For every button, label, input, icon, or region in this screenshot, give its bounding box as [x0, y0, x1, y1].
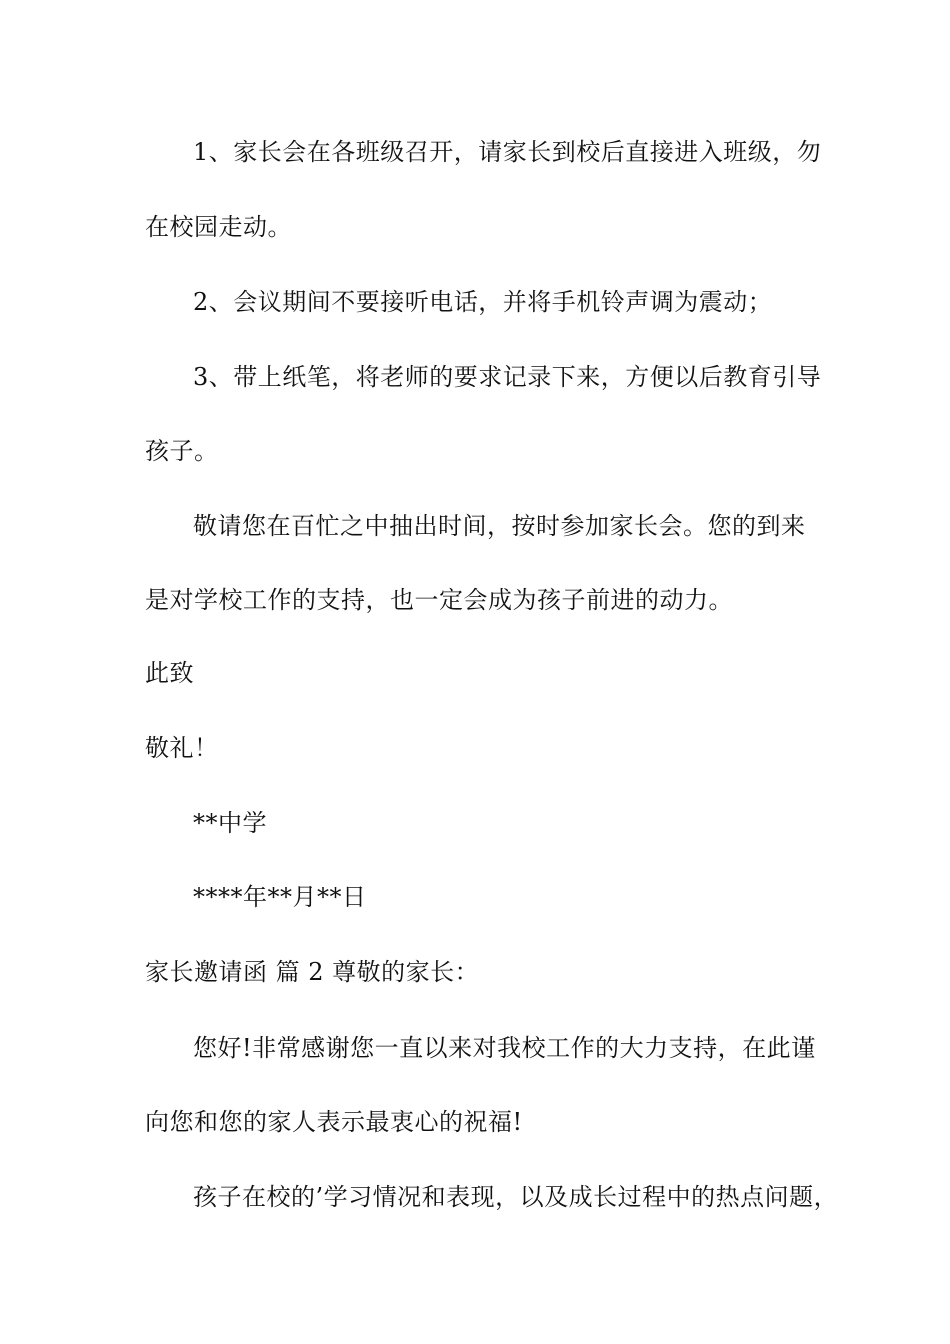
invitation-line-1: 敬请您在百忙之中抽出时间，按时参加家长会。您的到来 [193, 512, 806, 540]
greeting-line-1: 您好!非常感谢您一直以来对我校工作的大力支持，在此谨 [193, 1034, 816, 1062]
invitation-line-2: 是对学校工作的支持，也一定会成为孩子前进的动力。 [145, 586, 733, 614]
item-1-line-2: 在校园走动。 [145, 213, 292, 241]
item-3-line-2: 孩子。 [145, 437, 219, 465]
section-heading: 家长邀请函 篇 2 尊敬的家长： [145, 958, 480, 986]
item-3-line-1: 3、带上纸笔，将老师的要求记录下来，方便以后教育引导 [193, 363, 822, 391]
closing-salutation: 此致 [145, 659, 194, 687]
sender-date: ****年**月**日 [193, 883, 367, 911]
sender-school: **中学 [193, 809, 267, 837]
item-1-line-1: 1、家长会在各班级召开，请家长到校后直接进入班级，勿 [193, 138, 822, 166]
closing-regards: 敬礼！ [145, 734, 219, 762]
greeting-line-2: 向您和您的家人表示最衷心的祝福! [145, 1108, 523, 1136]
item-2-line: 2、会议期间不要接听电话，并将手机铃声调为震动； [193, 288, 773, 316]
body-line: 孩子在校的’学习情况和表现，以及成长过程中的热点问题， [193, 1183, 839, 1211]
